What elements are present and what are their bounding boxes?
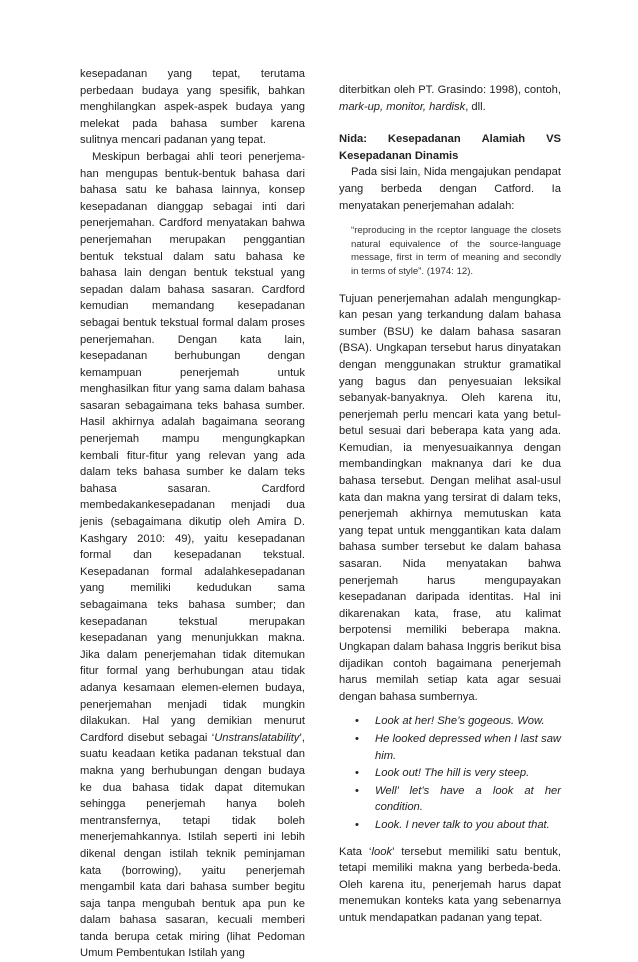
- list-item: [339, 765, 561, 782]
- heading-word: Alamiah: [481, 133, 526, 146]
- paragraph-text: Meskipun berbagai ahli teori penerjema-han mengupas bentuk-bentuk bahasa dari bahasa satu ke bahasa lainnya, konsep kesepadanan dianggap sebagai inti dari penerjemahan. Cardford menyatakan bahwa penerjemahan merupakan penggantian bentuk tekstual dalam satu bahasa ke bahasa lain dengan bentuk tekstual yang sepadan dalam bahasa sasaran. Cardford kemudian memandang kesepadanan sebagai bentuk tekstual formal dalam proses penerjemahan. Dengan kata lain, kesepadanan berhubungan dengan kemampuan penerjemah untuk menghasilkan fitur yang sama dalam bahasa sasaran sebagaimana teks bahasa sumber. Hasil akhirnya adalah bagaimana seorang penerjemah mampu mengungkapkan kembali fitur-fitur yang relevan yang ada dalam teks bahasa sumber ke dalam teks bahasa sasaran. Cardford membedakankesepadanan menjadi dua jenis (sebagaimana dikutip oleh Amira D. Kashgary 2010: 49), yaitu kesepadanan formal dan kesepadanan tekstual. Kesepadanan formal adalahkesepadanan yang memiliki kedudukan sama sebagaimana teks bahasa sumber; dan kesepadanan tekstual merupakan kesepadanan yang menunjukkan makna. Jika dalam penerjemahan tidak ditemukan fitur formal yang berhubungan atau tidak adanya kesamaan elemen-elemen budaya, penerjemahan menjadi tidak mungkin dilakukan. Hal yang demikian menurut Cardford disebut sebagai ‘: [80, 150, 305, 744]
- bullet-icon: •: [355, 732, 359, 745]
- italic-term: Unstranslatability: [214, 731, 300, 744]
- paragraph-text: diterbitkan oleh PT. Grasindo: 1998), contoh,: [339, 84, 561, 96]
- section-heading-line2: Kesepadanan Dinamis: [339, 149, 459, 162]
- heading-word: Nida:: [339, 133, 367, 146]
- paragraph: [80, 149, 305, 962]
- example-text: Look at her! She’s gogeous. Wow.: [375, 715, 545, 728]
- paragraph-text: ’, suatu keadaan ketika padanan tekstual dan makna yang berhubungan dengan budaya ke dua bahasa tidak dapat ditemukan sehingga penerjemah hanya boleh mentransfernya, tetapi tidak boleh menerjemahkannya. Istilah seperti ini lebih dikenal dengan istilah teknik peminjaman kata (borrowing), yaitu penerjemah mengambil kata dari bahasa sumber begitu saja tanpa mengubah bentuk apa pun ke dalam bahasa sasaran, kecuali memberi tanda berupa cetak miring (lihat Pedoman Umum Pembentukan Istilah yang: [80, 731, 305, 960]
- paragraph-text: , dll.: [465, 100, 486, 113]
- bullet-icon: •: [355, 818, 359, 831]
- left-column: [80, 66, 305, 962]
- heading-word: Kesepadanan: [387, 133, 461, 146]
- paragraph-text: Kata ‘: [339, 845, 372, 858]
- example-text: Look. I never talk to you about that.: [375, 818, 550, 831]
- example-text: Well’ let’s have a look at her condition.: [375, 784, 561, 814]
- right-column: [339, 82, 561, 927]
- list-item: [339, 731, 561, 764]
- paragraph: Pada sisi lain, Nida mengajukan pendapat yang berbeda dengan Catford. Ia menyatakan penerjemahan adalah:: [339, 166, 561, 212]
- paragraph: kesepadanan yang tepat, terutama perbedaan budaya yang spesifik, bahkan menghilangkan aspek-aspek budaya yang melekat pada bahasa sumber karena sulitnya mencari padanan yang tepat.: [80, 68, 305, 147]
- paragraph: [339, 82, 561, 115]
- bullet-icon: •: [355, 767, 359, 780]
- example-list: [339, 713, 561, 833]
- paragraph-text: ’ tersebut memiliki satu bentuk, tetapi memiliki makna yang berbeda-beda. Oleh karena itu, penerjemah harus dapat menemukan konteks kata yang sebenarnya untuk mendapatkan padanan yang tepat.: [339, 845, 561, 924]
- bullet-icon: •: [355, 784, 359, 797]
- bullet-icon: •: [355, 715, 359, 728]
- example-text: Look out! The hill is very steep.: [375, 767, 530, 780]
- heading-word: VS: [546, 133, 561, 146]
- paragraph: Tujuan penerjemahan adalah mengungkap-kan pesan yang terkandung dalam bahasa sumber (BSU) ke dalam bahasa sasaran (BSA). Ungkapan tersebut harus dinyatakan dengan menggunakan struktur gramatikal yang bagus dan penyesuaian leksikal sebanyak-banyaknya. Oleh karena itu, penerjemah perlu mencari kata yang betul-betul sesuai dari beberapa kata yang ada. Kemudian, ia menyesuaikannya dengan membandingkan maknanya dari ke dua bahasa tersebut. Dengan melihat asal-usul kata dan makna yang tersirat di dalam teks, penerjemah akhirnya memutuskan kata yang tepat untuk menggantikan kata dalam bahasa sumber tersebut ke dalam bahasa sasaran. Nida menyatakan bahwa penerjemah harus mengupayakan kesepadanan daripada identitas. Hal ini dikarenakan kata, frase, atu kalimat berpotensi memiliki beberapa makna. Ungkapan dalam bahasa Inggris berikut bisa dijadikan contoh bagaimana penerjemah harus memilah setiap kata agar sesuai dengan bahasa sumbernya.: [339, 292, 561, 703]
- list-item: [339, 713, 561, 730]
- paragraph: [339, 844, 561, 927]
- italic-term: look: [371, 845, 393, 858]
- italic-terms: mark-up, monitor, hardisk: [339, 100, 466, 113]
- section-heading: [339, 131, 561, 148]
- list-item: [339, 783, 561, 816]
- list-item: [339, 817, 561, 834]
- block-quote: “reproducing in the rceptor language the closets natural equivalence of the source-language message, first in term of meaning and secondly in terms of style”. (1974: 12).: [351, 225, 561, 277]
- example-text: He looked depressed when I last saw him.: [375, 732, 561, 762]
